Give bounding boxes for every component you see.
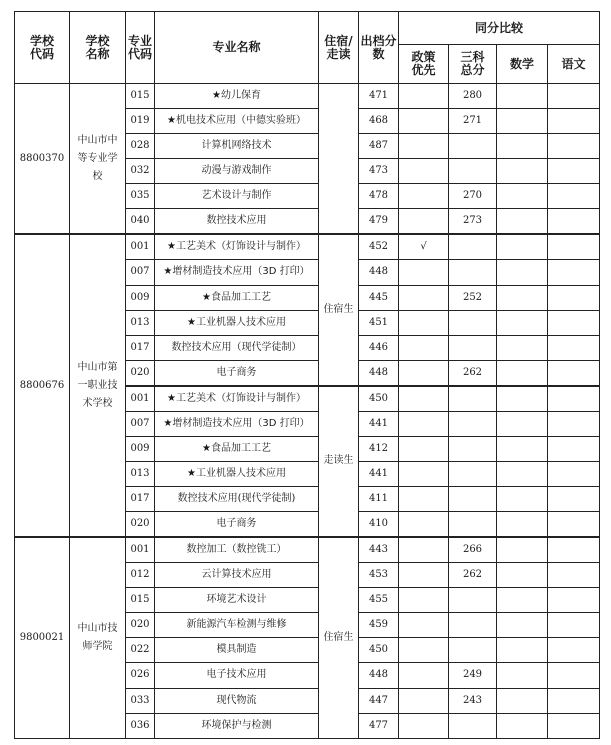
header-major-name: 专业名称 bbox=[155, 12, 319, 84]
header-policy: 政策 优先 bbox=[399, 45, 449, 84]
major-code: 032 bbox=[126, 159, 155, 184]
major-name: 计算机网络技术 bbox=[155, 134, 319, 159]
cutoff-score: 446 bbox=[359, 335, 399, 360]
policy-priority bbox=[399, 411, 449, 436]
math-score bbox=[497, 663, 548, 688]
chinese-score bbox=[548, 411, 600, 436]
three-subject-total: 266 bbox=[449, 537, 497, 563]
major-name: 现代物流 bbox=[155, 688, 319, 713]
policy-priority bbox=[399, 134, 449, 159]
chinese-score bbox=[548, 209, 600, 235]
three-subject-total bbox=[449, 310, 497, 335]
header-boarding: 住宿/ 走读 bbox=[319, 12, 359, 84]
chinese-score bbox=[548, 234, 600, 260]
cutoff-score: 487 bbox=[359, 134, 399, 159]
cutoff-score: 451 bbox=[359, 310, 399, 335]
major-code: 028 bbox=[126, 134, 155, 159]
math-score bbox=[497, 688, 548, 713]
chinese-score bbox=[548, 360, 600, 386]
math-score bbox=[497, 411, 548, 436]
policy-priority bbox=[399, 713, 449, 738]
major-code: 036 bbox=[126, 713, 155, 738]
math-score bbox=[497, 537, 548, 563]
school-code: 9800021 bbox=[15, 537, 70, 738]
cutoff-score: 448 bbox=[359, 360, 399, 386]
header-school-code: 学校 代码 bbox=[15, 12, 70, 84]
policy-priority bbox=[399, 487, 449, 512]
policy-priority bbox=[399, 84, 449, 109]
major-name: 数控技术应用（现代学徒制） bbox=[155, 335, 319, 360]
major-name: 新能源汽车检测与维修 bbox=[155, 613, 319, 638]
chinese-score bbox=[548, 512, 600, 538]
major-name: ★食品加工工艺 bbox=[155, 436, 319, 461]
chinese-score bbox=[548, 613, 600, 638]
chinese-score bbox=[548, 563, 600, 588]
major-name: ★食品加工工艺 bbox=[155, 285, 319, 310]
major-name: ★增材制造技术应用（3D 打印） bbox=[155, 260, 319, 285]
chinese-score bbox=[548, 588, 600, 613]
three-subject-total: 280 bbox=[449, 84, 497, 109]
major-name: 模具制造 bbox=[155, 638, 319, 663]
three-subject-total bbox=[449, 461, 497, 486]
boarding-type: 住宿生 bbox=[319, 537, 359, 738]
major-name: 艺术设计与制作 bbox=[155, 184, 319, 209]
major-code: 033 bbox=[126, 688, 155, 713]
major-code: 040 bbox=[126, 209, 155, 235]
policy-priority bbox=[399, 335, 449, 360]
cutoff-score: 441 bbox=[359, 411, 399, 436]
header-row-1 bbox=[15, 12, 600, 45]
cutoff-score: 479 bbox=[359, 209, 399, 235]
math-score bbox=[497, 335, 548, 360]
chinese-score bbox=[548, 134, 600, 159]
school-code: 8800370 bbox=[15, 84, 70, 235]
cutoff-score: 468 bbox=[359, 109, 399, 134]
major-name: ★机电技术应用（中德实验班） bbox=[155, 109, 319, 134]
major-code: 009 bbox=[126, 436, 155, 461]
policy-priority bbox=[399, 638, 449, 663]
three-subject-total: 273 bbox=[449, 209, 497, 235]
policy-priority bbox=[399, 310, 449, 335]
major-code: 017 bbox=[126, 335, 155, 360]
cutoff-score: 441 bbox=[359, 461, 399, 486]
three-subject-total: 252 bbox=[449, 285, 497, 310]
chinese-score bbox=[548, 638, 600, 663]
policy-priority bbox=[399, 209, 449, 235]
math-score bbox=[497, 84, 548, 109]
table-body bbox=[15, 84, 600, 739]
boarding-type: 住宿生 bbox=[319, 234, 359, 385]
policy-priority bbox=[399, 588, 449, 613]
three-subject-total bbox=[449, 386, 497, 412]
cutoff-score: 452 bbox=[359, 234, 399, 260]
policy-priority bbox=[399, 688, 449, 713]
major-code: 035 bbox=[126, 184, 155, 209]
major-code: 020 bbox=[126, 512, 155, 538]
math-score bbox=[497, 260, 548, 285]
header-major-code: 专业 代码 bbox=[126, 12, 155, 84]
major-code: 012 bbox=[126, 563, 155, 588]
policy-priority bbox=[399, 436, 449, 461]
cutoff-score: 455 bbox=[359, 588, 399, 613]
chinese-score bbox=[548, 159, 600, 184]
math-score bbox=[497, 134, 548, 159]
chinese-score bbox=[548, 184, 600, 209]
three-subject-total bbox=[449, 234, 497, 260]
cutoff-score: 448 bbox=[359, 663, 399, 688]
boarding-type: 走读生 bbox=[319, 386, 359, 537]
major-code: 019 bbox=[126, 109, 155, 134]
chinese-score bbox=[548, 84, 600, 109]
three-subject-total: 243 bbox=[449, 688, 497, 713]
chinese-score bbox=[548, 335, 600, 360]
cutoff-score: 450 bbox=[359, 386, 399, 412]
table-row bbox=[15, 537, 600, 563]
chinese-score bbox=[548, 663, 600, 688]
chinese-score bbox=[548, 461, 600, 486]
school-name: 中山市技师学院 bbox=[70, 537, 126, 738]
math-score bbox=[497, 386, 548, 412]
three-subject-total: 262 bbox=[449, 360, 497, 386]
math-score bbox=[497, 310, 548, 335]
major-code: 020 bbox=[126, 360, 155, 386]
policy-priority bbox=[399, 184, 449, 209]
math-score bbox=[497, 613, 548, 638]
major-code: 015 bbox=[126, 588, 155, 613]
math-score bbox=[497, 184, 548, 209]
policy-priority bbox=[399, 159, 449, 184]
admission-score-table bbox=[14, 11, 600, 739]
math-score bbox=[497, 638, 548, 663]
school-name: 中山市第一职业技术学校 bbox=[70, 234, 126, 537]
major-name: 数控技术应用 bbox=[155, 209, 319, 235]
policy-priority bbox=[399, 260, 449, 285]
three-subject-total bbox=[449, 613, 497, 638]
math-score bbox=[497, 713, 548, 738]
chinese-score bbox=[548, 260, 600, 285]
three-subject-total: 262 bbox=[449, 563, 497, 588]
major-code: 026 bbox=[126, 663, 155, 688]
major-code: 001 bbox=[126, 386, 155, 412]
cutoff-score: 471 bbox=[359, 84, 399, 109]
chinese-score bbox=[548, 537, 600, 563]
policy-priority: √ bbox=[399, 234, 449, 260]
chinese-score bbox=[548, 285, 600, 310]
three-subject-total bbox=[449, 436, 497, 461]
header-chinese: 语文 bbox=[548, 45, 600, 84]
major-name: ★增材制造技术应用（3D 打印） bbox=[155, 411, 319, 436]
three-subject-total bbox=[449, 588, 497, 613]
cutoff-score: 410 bbox=[359, 512, 399, 538]
major-name: 云计算技术应用 bbox=[155, 563, 319, 588]
math-score bbox=[497, 109, 548, 134]
chinese-score bbox=[548, 487, 600, 512]
policy-priority bbox=[399, 109, 449, 134]
major-code: 013 bbox=[126, 461, 155, 486]
chinese-score bbox=[548, 436, 600, 461]
three-subject-total bbox=[449, 713, 497, 738]
cutoff-score: 448 bbox=[359, 260, 399, 285]
major-name: ★工艺美术（灯饰设计与制作） bbox=[155, 234, 319, 260]
three-subject-total bbox=[449, 638, 497, 663]
policy-priority bbox=[399, 360, 449, 386]
three-subject-total: 270 bbox=[449, 184, 497, 209]
three-subject-total: 271 bbox=[449, 109, 497, 134]
three-subject-total: 249 bbox=[449, 663, 497, 688]
policy-priority bbox=[399, 386, 449, 412]
major-code: 007 bbox=[126, 411, 155, 436]
table-row bbox=[15, 234, 600, 260]
header-three-total: 三科 总分 bbox=[449, 45, 497, 84]
cutoff-score: 477 bbox=[359, 713, 399, 738]
major-code: 009 bbox=[126, 285, 155, 310]
math-score bbox=[497, 512, 548, 538]
major-name: 动漫与游戏制作 bbox=[155, 159, 319, 184]
math-score bbox=[497, 234, 548, 260]
cutoff-score: 473 bbox=[359, 159, 399, 184]
cutoff-score: 447 bbox=[359, 688, 399, 713]
major-name: ★工艺美术（灯饰设计与制作） bbox=[155, 386, 319, 412]
three-subject-total bbox=[449, 411, 497, 436]
major-name: 电子商务 bbox=[155, 360, 319, 386]
three-subject-total bbox=[449, 260, 497, 285]
chinese-score bbox=[548, 386, 600, 412]
three-subject-total bbox=[449, 159, 497, 184]
chinese-score bbox=[548, 109, 600, 134]
major-name: 数控加工（数控铣工） bbox=[155, 537, 319, 563]
school-code: 8800676 bbox=[15, 234, 70, 537]
major-code: 015 bbox=[126, 84, 155, 109]
major-code: 017 bbox=[126, 487, 155, 512]
major-name: 电子商务 bbox=[155, 512, 319, 538]
cutoff-score: 445 bbox=[359, 285, 399, 310]
school-name: 中山市中等专业学校 bbox=[70, 84, 126, 235]
table-row bbox=[15, 84, 600, 109]
major-name: ★幼儿保育 bbox=[155, 84, 319, 109]
major-code: 022 bbox=[126, 638, 155, 663]
policy-priority bbox=[399, 512, 449, 538]
three-subject-total bbox=[449, 134, 497, 159]
math-score bbox=[497, 209, 548, 235]
major-name: 数控技术应用(现代学徒制) bbox=[155, 487, 319, 512]
math-score bbox=[497, 563, 548, 588]
cutoff-score: 478 bbox=[359, 184, 399, 209]
policy-priority bbox=[399, 613, 449, 638]
three-subject-total bbox=[449, 487, 497, 512]
policy-priority bbox=[399, 537, 449, 563]
math-score bbox=[497, 588, 548, 613]
major-name: 环境保护与检测 bbox=[155, 713, 319, 738]
cutoff-score: 443 bbox=[359, 537, 399, 563]
math-score bbox=[497, 159, 548, 184]
policy-priority bbox=[399, 663, 449, 688]
major-code: 001 bbox=[126, 537, 155, 563]
cutoff-score: 412 bbox=[359, 436, 399, 461]
cutoff-score: 459 bbox=[359, 613, 399, 638]
boarding-type bbox=[319, 84, 359, 235]
policy-priority bbox=[399, 461, 449, 486]
header-score: 出档分 数 bbox=[359, 12, 399, 84]
cutoff-score: 453 bbox=[359, 563, 399, 588]
cutoff-score: 450 bbox=[359, 638, 399, 663]
major-code: 001 bbox=[126, 234, 155, 260]
policy-priority bbox=[399, 285, 449, 310]
major-code: 020 bbox=[126, 613, 155, 638]
major-name: 环境艺术设计 bbox=[155, 588, 319, 613]
three-subject-total bbox=[449, 335, 497, 360]
major-name: 电子技术应用 bbox=[155, 663, 319, 688]
policy-priority bbox=[399, 563, 449, 588]
cutoff-score: 411 bbox=[359, 487, 399, 512]
header-school-name: 学校 名称 bbox=[70, 12, 126, 84]
major-name: ★工业机器人技术应用 bbox=[155, 310, 319, 335]
header-math: 数学 bbox=[497, 45, 548, 84]
three-subject-total bbox=[449, 512, 497, 538]
chinese-score bbox=[548, 713, 600, 738]
math-score bbox=[497, 436, 548, 461]
math-score bbox=[497, 487, 548, 512]
header-compare: 同分比较 bbox=[399, 12, 600, 45]
math-score bbox=[497, 285, 548, 310]
chinese-score bbox=[548, 688, 600, 713]
chinese-score bbox=[548, 310, 600, 335]
major-code: 013 bbox=[126, 310, 155, 335]
major-name: ★工业机器人技术应用 bbox=[155, 461, 319, 486]
math-score bbox=[497, 461, 548, 486]
major-code: 007 bbox=[126, 260, 155, 285]
math-score bbox=[497, 360, 548, 386]
